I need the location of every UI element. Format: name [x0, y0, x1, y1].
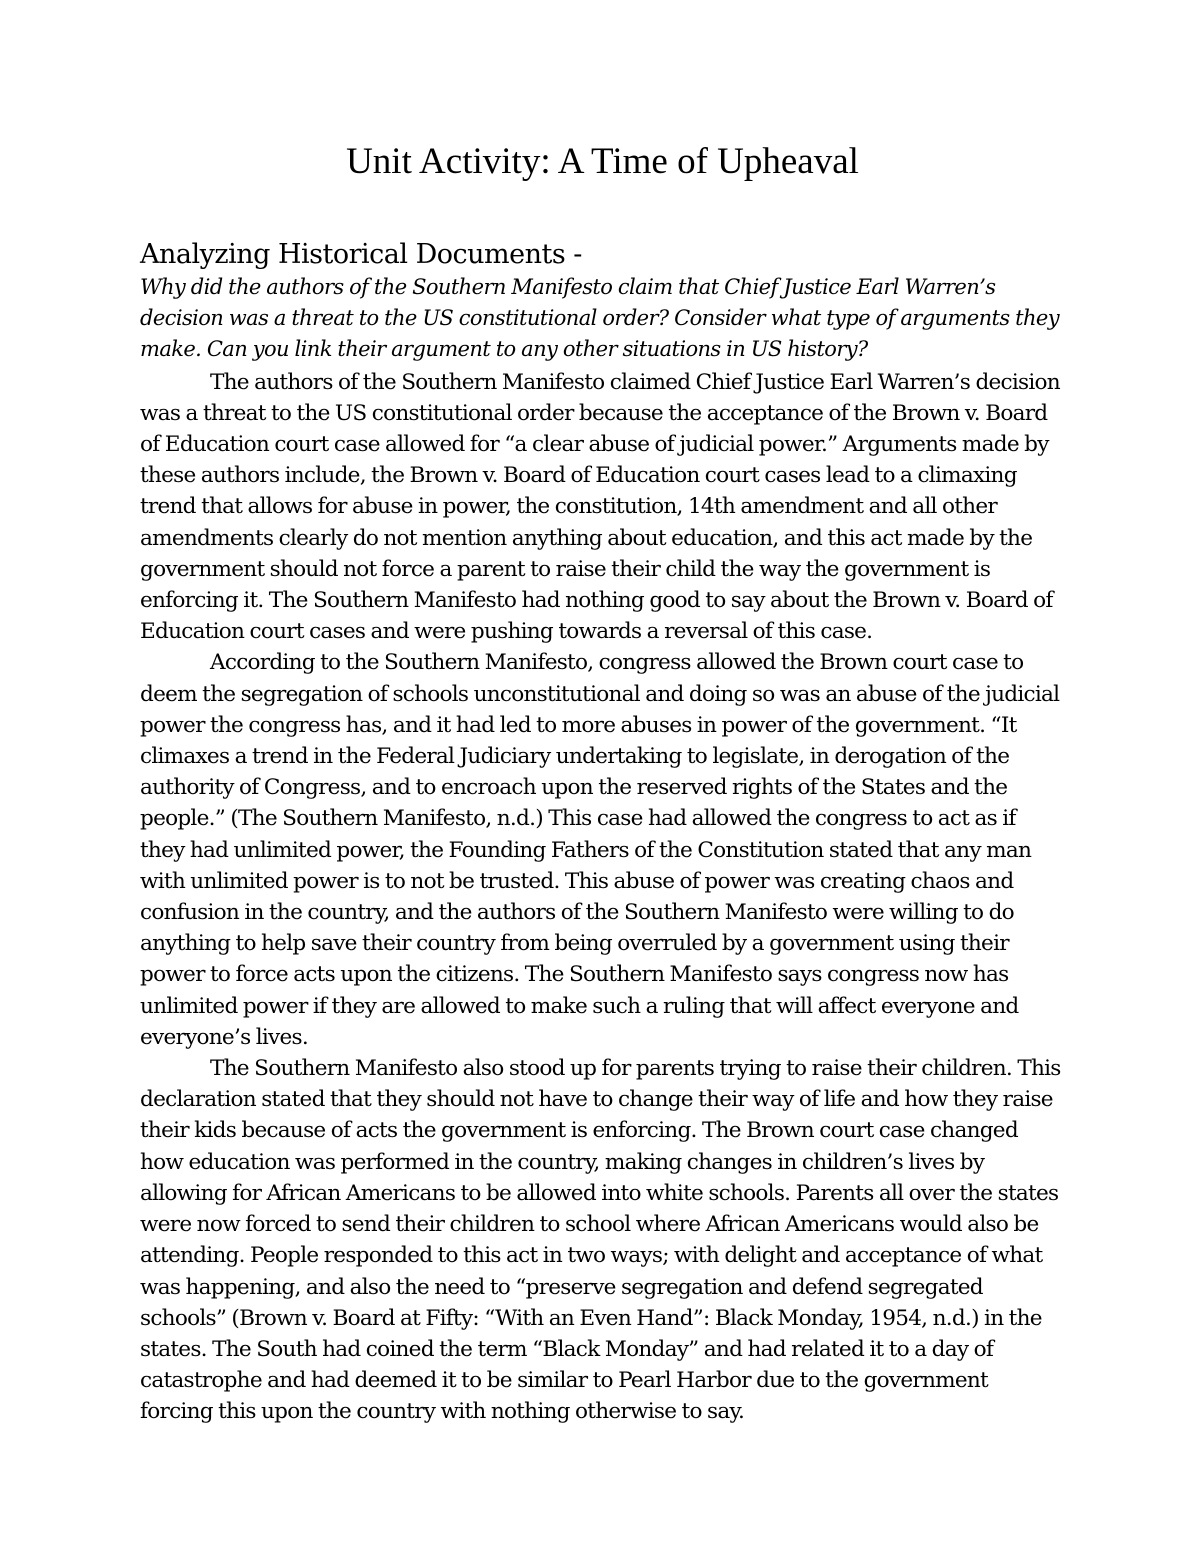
- document-content: [140, 138, 1065, 1428]
- assignment-prompt: Why did the authors of the Southern Manifesto claim that Chief Justice Earl Warren’s decision was a threat to the US constitutional order? Consider what type of arguments they make. Can you link their argument to any other situations in US history?: [140, 275, 1059, 362]
- document-title: Unit Activity: A Time of Upheaval: [346, 141, 859, 182]
- body-paragraph-2: According to the Southern Manifesto, congress allowed the Brown court case to deem the segregation of schools unconstitutional and doing so was an abuse of the judicial power the congress has, and it had led to more abuses in power of the government. “It climaxes a trend in the Federal Judiciary undertaking to legislate, in derogation of the authority of Congress, and to encroach upon the reserved rights of the States and the people.” (The Southern Manifesto, n.d.) This case had allowed the congress to act as if they had unlimited power, the Founding Fathers of the Constitution stated that any man with unlimited power is to not be trusted. This abuse of power was creating chaos and confusion in the country, and the authors of the Southern Manifesto were willing to do anything to help save their country from being overruled by a government using their power to force acts upon the citizens. The Southern Manifesto says congress now has unlimited power if they are allowed to make such a ruling that will affect everyone and everyone’s lives.: [140, 650, 1060, 1050]
- body-paragraph-1: The authors of the Southern Manifesto claimed Chief Justice Earl Warren’s decision was a threat to the US constitutional order because the acceptance of the Brown v. Board of Education court case allowed for “a clear abuse of judicial power.” Arguments made by these authors include, the Brown v. Board of Education court cases lead to a climaxing trend that allows for abuse in power, the constitution, 14th amendment and all other amendments clearly do not mention anything about education, and this act made by the government should not force a parent to raise their child the way the government is enforcing it. The Southern Manifesto had nothing good to say about the Brown v. Board of Education court cases and were pushing towards a reversal of this case.: [140, 369, 1060, 645]
- section-heading: Analyzing Historical Documents -: [140, 239, 582, 270]
- body-paragraph-3: The Southern Manifesto also stood up for parents trying to raise their children. This declaration stated that they should not have to change their way of life and how they raise their kids because of acts the government is enforcing. The Brown court case changed how education was performed in the country, making changes in children’s lives by allowing for African Americans to be allowed into white schools. Parents all over the states were now forced to send their children to school where African Americans would also be attending. People responded to this act in two ways; with delight and acceptance of what was happening, and also the need to “preserve segregation and defend segregated schools” (Brown v. Board at Fifty: “With an Even Hand”: Black Monday, 1954, n.d.) in the states. The South had coined the term “Black Monday” and had related it to a day of catastrophe and had deemed it to be similar to Pearl Harbor due to the government forcing this upon the country with nothing otherwise to say.: [140, 1056, 1061, 1425]
